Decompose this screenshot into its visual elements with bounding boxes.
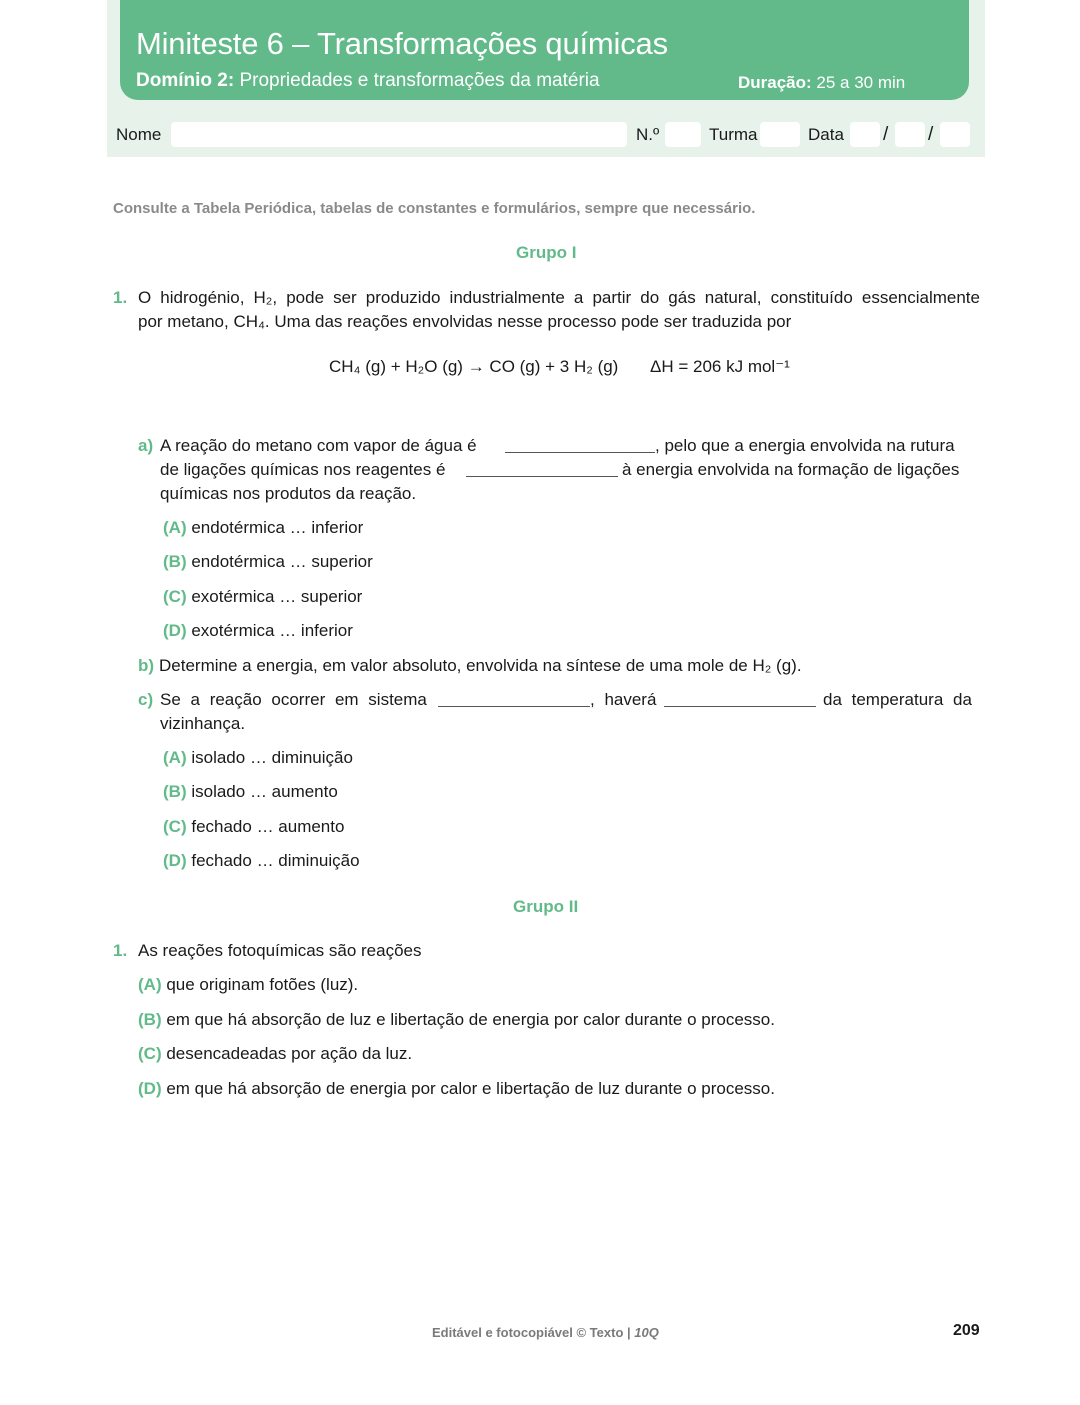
subquestion-label xyxy=(138,654,154,678)
qa-text-2 xyxy=(655,434,979,458)
footer-copyright xyxy=(432,1325,659,1340)
option-text: em que há absorção de luz e libertação de energia por calor durante o processo. xyxy=(166,1010,775,1029)
answer-blank[interactable] xyxy=(438,706,590,707)
qc-text-3: da temperatura da xyxy=(823,690,972,709)
date-label: Data xyxy=(808,125,844,144)
option-item[interactable] xyxy=(138,1042,412,1066)
option-item[interactable] xyxy=(138,1008,775,1032)
option-text: exotérmica … inferior xyxy=(191,621,353,640)
option-item[interactable] xyxy=(163,780,338,804)
subquestion-label xyxy=(138,434,153,458)
footer-book: 10Q xyxy=(634,1325,659,1340)
option-item[interactable] xyxy=(163,585,362,609)
answer-blank[interactable] xyxy=(664,706,816,707)
qa-text-2-span: , pelo que a energia envolvida na rutura xyxy=(655,436,955,455)
option-text: isolado … diminuição xyxy=(191,748,353,767)
option-letter: (B) xyxy=(163,552,187,571)
option-text: que originam fotões (luz). xyxy=(166,975,359,994)
option-letter: (D) xyxy=(138,1079,162,1098)
number-field[interactable] xyxy=(665,122,701,147)
qc-text-2: , haverá xyxy=(590,690,657,709)
name-field[interactable] xyxy=(171,122,627,147)
option-text: fechado … diminuição xyxy=(191,851,360,870)
qa-text-5: químicas nos produtos da reação. xyxy=(160,484,417,503)
option-text: desencadeadas por ação da luz. xyxy=(166,1044,413,1063)
domain-label: Domínio 2: xyxy=(136,70,235,91)
footer-text: Editável e fotocopiável © Texto | xyxy=(432,1325,635,1340)
option-letter: (D) xyxy=(163,851,187,870)
instructions: Consulte a Tabela Periódica, tabelas de constantes e formulários, sempre que necessário. xyxy=(113,200,756,217)
qa-label: a) xyxy=(138,436,154,455)
option-item[interactable] xyxy=(163,849,360,873)
group-title: Grupo I xyxy=(516,243,577,262)
answer-blank[interactable] xyxy=(505,452,655,453)
option-item[interactable] xyxy=(163,746,353,770)
number-label: N.º xyxy=(636,125,660,144)
page-number: 209 xyxy=(953,1322,980,1339)
option-text: em que há absorção de energia por calor e libertação de luz durante o processo. xyxy=(166,1079,775,1098)
qa-text-3: de ligações químicas nos reagentes é xyxy=(160,460,446,479)
option-text: endotérmica … superior xyxy=(191,552,373,571)
qc-text-4: vizinhança. xyxy=(160,714,246,733)
option-letter: (B) xyxy=(163,782,187,801)
class-label: Turma xyxy=(709,125,758,144)
answer-blank[interactable] xyxy=(466,476,618,477)
option-text: isolado … aumento xyxy=(191,782,338,801)
qb-label: b) xyxy=(138,656,155,675)
option-item[interactable] xyxy=(138,973,358,997)
option-letter: (C) xyxy=(138,1044,162,1063)
option-item[interactable] xyxy=(163,516,363,540)
question-number xyxy=(113,939,127,963)
duration-value: 25 a 30 min xyxy=(816,73,906,92)
duration xyxy=(738,73,905,93)
domain-subtitle xyxy=(136,70,600,92)
qc-label: c) xyxy=(138,690,154,709)
domain-value: Propriedades e transformações da matéria xyxy=(239,70,600,91)
qa-text-4: à energia envolvida na formação de ligações xyxy=(622,460,960,479)
subquestion-label xyxy=(138,688,153,712)
option-text: fechado … aumento xyxy=(191,817,345,836)
option-letter: (C) xyxy=(163,587,187,606)
duration-label: Duração: xyxy=(738,73,812,92)
enthalpy-value: ΔH = 206 kJ mol⁻¹ xyxy=(650,357,790,376)
question-text: O hidrogénio, H₂, pode ser produzido industrialmente a partir do gás natural, constituído essencialmente xyxy=(138,288,980,307)
option-letter: (A) xyxy=(163,748,187,767)
date-day-field[interactable] xyxy=(850,122,880,147)
qa-text-1: A reação do metano com vapor de água é xyxy=(160,436,477,455)
page-title: Miniteste 6 – Transformações químicas xyxy=(136,26,668,61)
option-letter: (B) xyxy=(138,1010,162,1029)
option-item[interactable] xyxy=(163,815,344,839)
question-text: As reações fotoquímicas são reações xyxy=(138,941,422,960)
date-year-field[interactable] xyxy=(940,122,970,147)
option-text: endotérmica … inferior xyxy=(191,518,364,537)
name-label: Nome xyxy=(116,125,162,144)
question-text: por metano, CH₄. Uma das reações envolvidas nesse processo pode ser traduzida por xyxy=(138,312,792,331)
date-separator: / xyxy=(883,124,889,145)
option-item[interactable] xyxy=(163,550,373,574)
chemical-equation: CH₄ (g) + H₂O (g) → CO (g) + 3 H₂ (g) xyxy=(329,357,619,376)
option-letter: (C) xyxy=(163,817,187,836)
date-separator: / xyxy=(928,124,934,145)
qc-text-1: Se a reação ocorrer em sistema xyxy=(160,690,427,709)
option-item[interactable] xyxy=(138,1077,775,1101)
option-item[interactable] xyxy=(163,619,353,643)
question-number xyxy=(113,286,127,310)
option-letter: (A) xyxy=(163,518,187,537)
q1-number: 1. xyxy=(113,941,128,960)
qb-text: Determine a energia, em valor absoluto, envolvida na síntese de uma mole de H₂ (g). xyxy=(159,656,802,675)
option-text: exotérmica … superior xyxy=(191,587,363,606)
class-field[interactable] xyxy=(760,122,800,147)
option-letter: (D) xyxy=(163,621,187,640)
group-title: Grupo II xyxy=(513,897,579,916)
date-month-field[interactable] xyxy=(895,122,925,147)
option-letter: (A) xyxy=(138,975,162,994)
q1-number: 1. xyxy=(113,288,128,307)
